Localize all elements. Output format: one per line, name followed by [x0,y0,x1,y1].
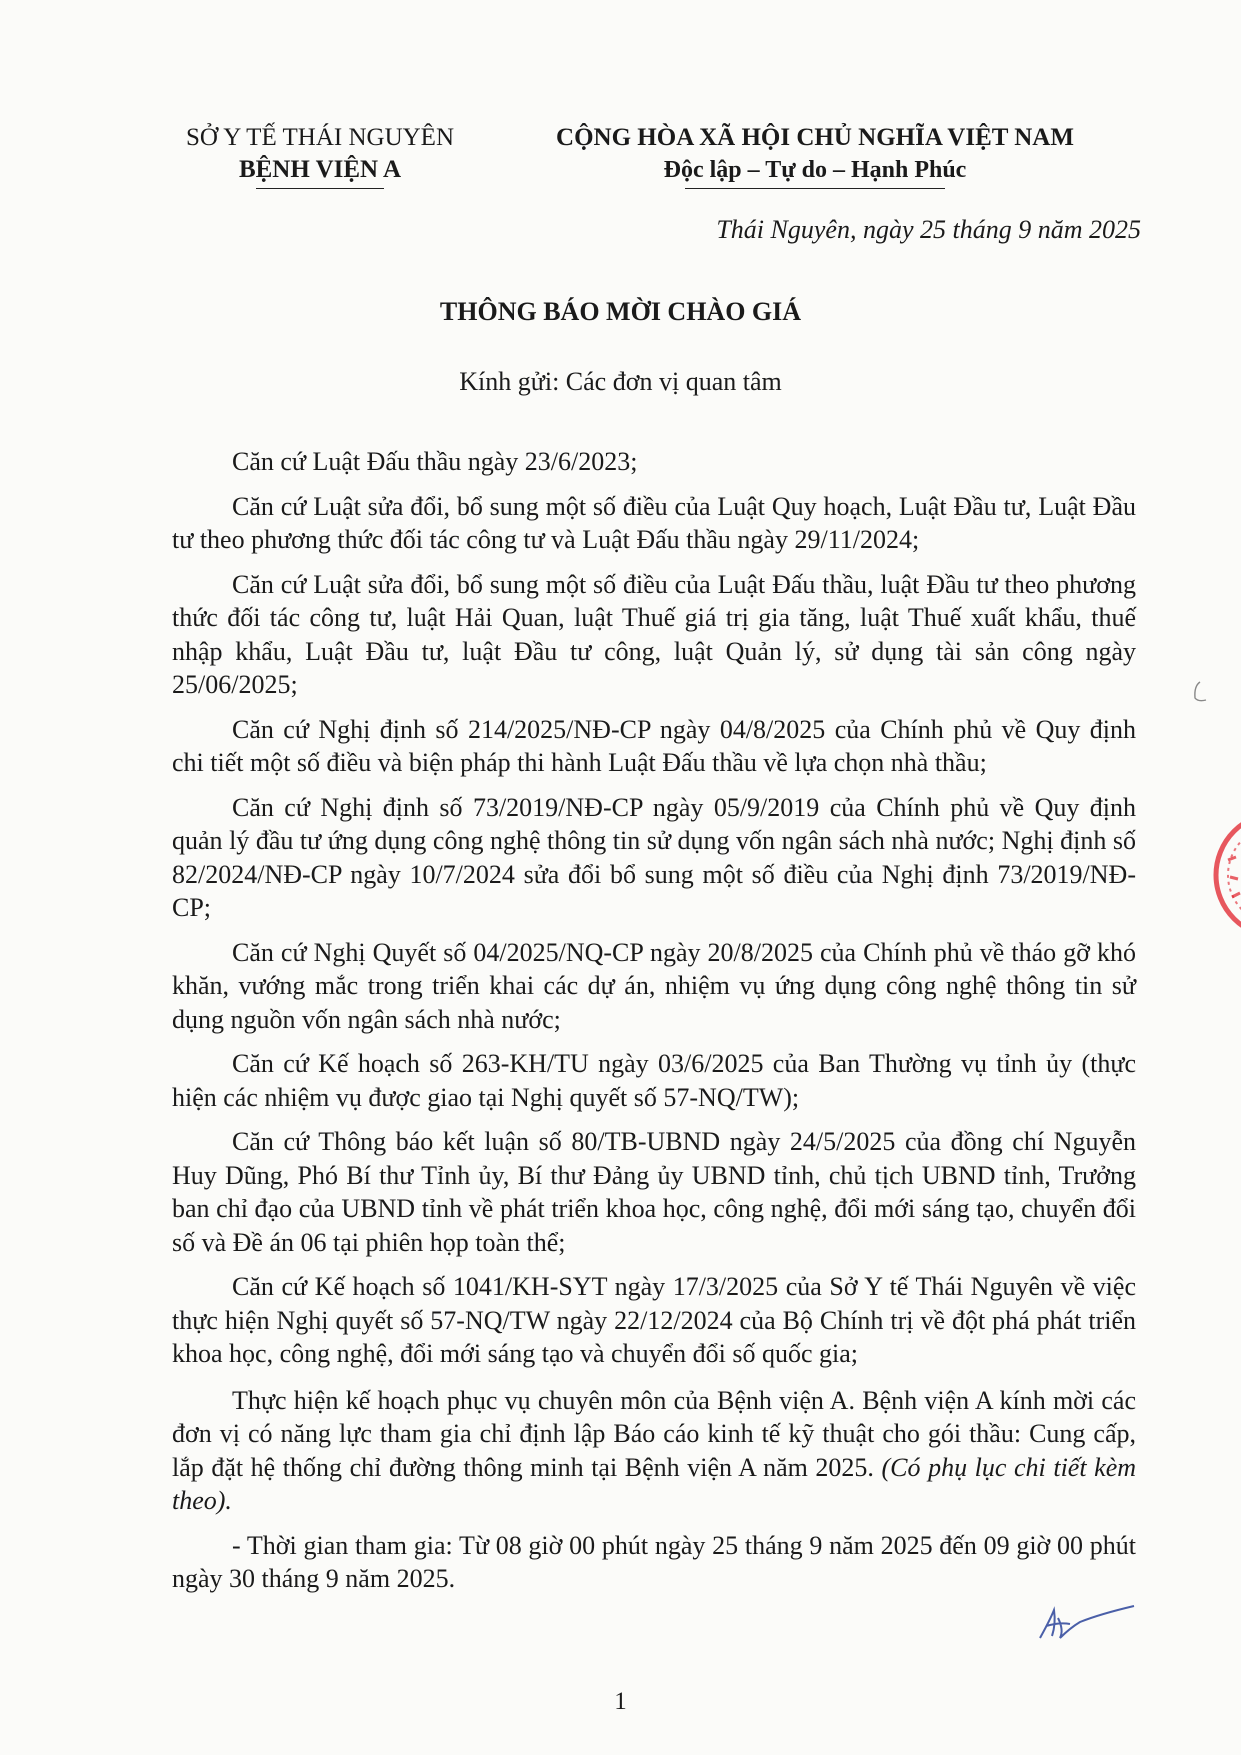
motto-underline [685,188,945,189]
nation-name: CỘNG HÒA XÃ HỘI CHỦ NGHĨA VIỆT NAM [556,124,1074,151]
issuer-org: SỞ Y TẾ THÁI NGUYÊN [185,124,455,151]
margin-mark [1190,680,1210,704]
page-number: 1 [614,1688,627,1715]
national-header [505,122,1125,189]
legal-basis-paragraph: Căn cứ Kế hoạch số 263-KH/TU ngày 03/6/2025 của Ban Thường vụ tỉnh ủy (thực hiện các nhiệm vụ được giao tại Nghị quyết số 57-NQ/TW); [172,1049,1136,1112]
document-title: THÔNG BÁO MỜI CHÀO GIÁ [439,297,802,326]
implementation-text: Thực hiện kế hoạch phục vụ chuyên môn của Bệnh viện A. Bệnh viện A kính mời các đơn vị có năng lực tham gia chỉ định lập Báo cáo kinh tế kỹ thuật cho gói thầu: Cung cấp, lắp đặt hệ thống chỉ đường thông minh tại Bệnh viện A năm 2025. [172,1385,1136,1482]
document-body [172,445,1136,1607]
participation-time: - Thời gian tham gia: Từ 08 giờ 00 phút ngày 25 tháng 9 năm 2025 đến 09 giờ 00 phút ngày 30 tháng 9 năm 2025. [172,1530,1136,1593]
date-line: Thái Nguyên, ngày 25 tháng 9 năm 2025 [716,215,1141,244]
red-stamp-icon [1188,805,1241,945]
legal-basis-paragraph: Căn cứ Luật Đấu thầu ngày 23/6/2023; [232,447,638,476]
legal-basis-paragraph: Căn cứ Kế hoạch số 1041/KH-SYT ngày 17/3/2025 của Sở Y tế Thái Nguyên về việc thực hiện Nghị quyết số 57-NQ/TW ngày 22/12/2024 của Bộ Chính trị về đột phá phát triển khoa học, công nghệ, đổi mới sáng tạo và chuyển đổi số quốc gia; [172,1272,1136,1368]
legal-basis-paragraph: Căn cứ Luật sửa đổi, bổ sung một số điều của Luật Đấu thầu, luật Đầu tư theo phương thức đối tác công tư, luật Hải Quan, luật Thuế giá trị gia tăng, luật Thuế xuất khẩu, thuế nhập khẩu, Luật Đầu tư, luật Đầu tư công, luật Quản lý, sử dụng tài sản công ngày 25/06/2025; [172,569,1136,699]
greeting: Kính gửi: Các đơn vị quan tâm [459,367,782,396]
legal-basis-paragraph: Căn cứ Nghị định số 73/2019/NĐ-CP ngày 05/9/2019 của Chính phủ về Quy định quản lý đầu tư ứng dụng công nghệ thông tin sử dụng vốn ngân sách nhà nước; Nghị định số 82/2024/NĐ-CP ngày 10/7/2024 sửa đổi bổ sung một số điều của Nghị định 73/2019/NĐ-CP; [172,792,1136,922]
signature-icon [1030,1600,1140,1645]
national-motto: Độc lập – Tự do – Hạnh Phúc [663,157,967,183]
issuer-block [170,122,470,189]
implementation-paragraph [172,1384,1136,1518]
legal-basis-paragraph: Căn cứ Thông báo kết luận số 80/TB-UBND ngày 24/5/2025 của đồng chí Nguyễn Huy Dũng, Phó Bí thư Tỉnh ủy, Bí thư Đảng ủy UBND tỉnh, chủ tịch UBND tỉnh, Trưởng ban chỉ đạo của UBND tỉnh về phát triển khoa học, công nghệ, đổi mới sáng tạo, chuyển đổi số và Đề án 06 tại phiên họp toàn thể; [172,1127,1136,1257]
issuer-underline [256,188,384,189]
appendix-note: (Có phụ lục chi tiết kèm theo). [172,1452,1137,1515]
legal-basis-paragraph: Căn cứ Nghị định số 214/2025/NĐ-CP ngày 04/8/2025 của Chính phủ về Quy định chi tiết một số điều và biện pháp thi hành Luật Đấu thầu về lựa chọn nhà thầu; [172,714,1136,777]
legal-basis-paragraph: Căn cứ Nghị Quyết số 04/2025/NQ-CP ngày 20/8/2025 của Chính phủ về tháo gỡ khó khăn, vướng mắc trong triển khai các dự án, nhiệm vụ ứng dụng công nghệ thông tin sử dụng nguồn vốn ngân sách nhà nước; [172,937,1136,1034]
issuer-unit: BỆNH VIỆN A [238,156,402,183]
legal-basis-paragraph: Căn cứ Luật sửa đổi, bổ sung một số điều của Luật Quy hoạch, Luật Đầu tư, Luật Đầu tư theo phương thức đối tác công tư và Luật Đấu thầu ngày 29/11/2024; [172,491,1136,554]
